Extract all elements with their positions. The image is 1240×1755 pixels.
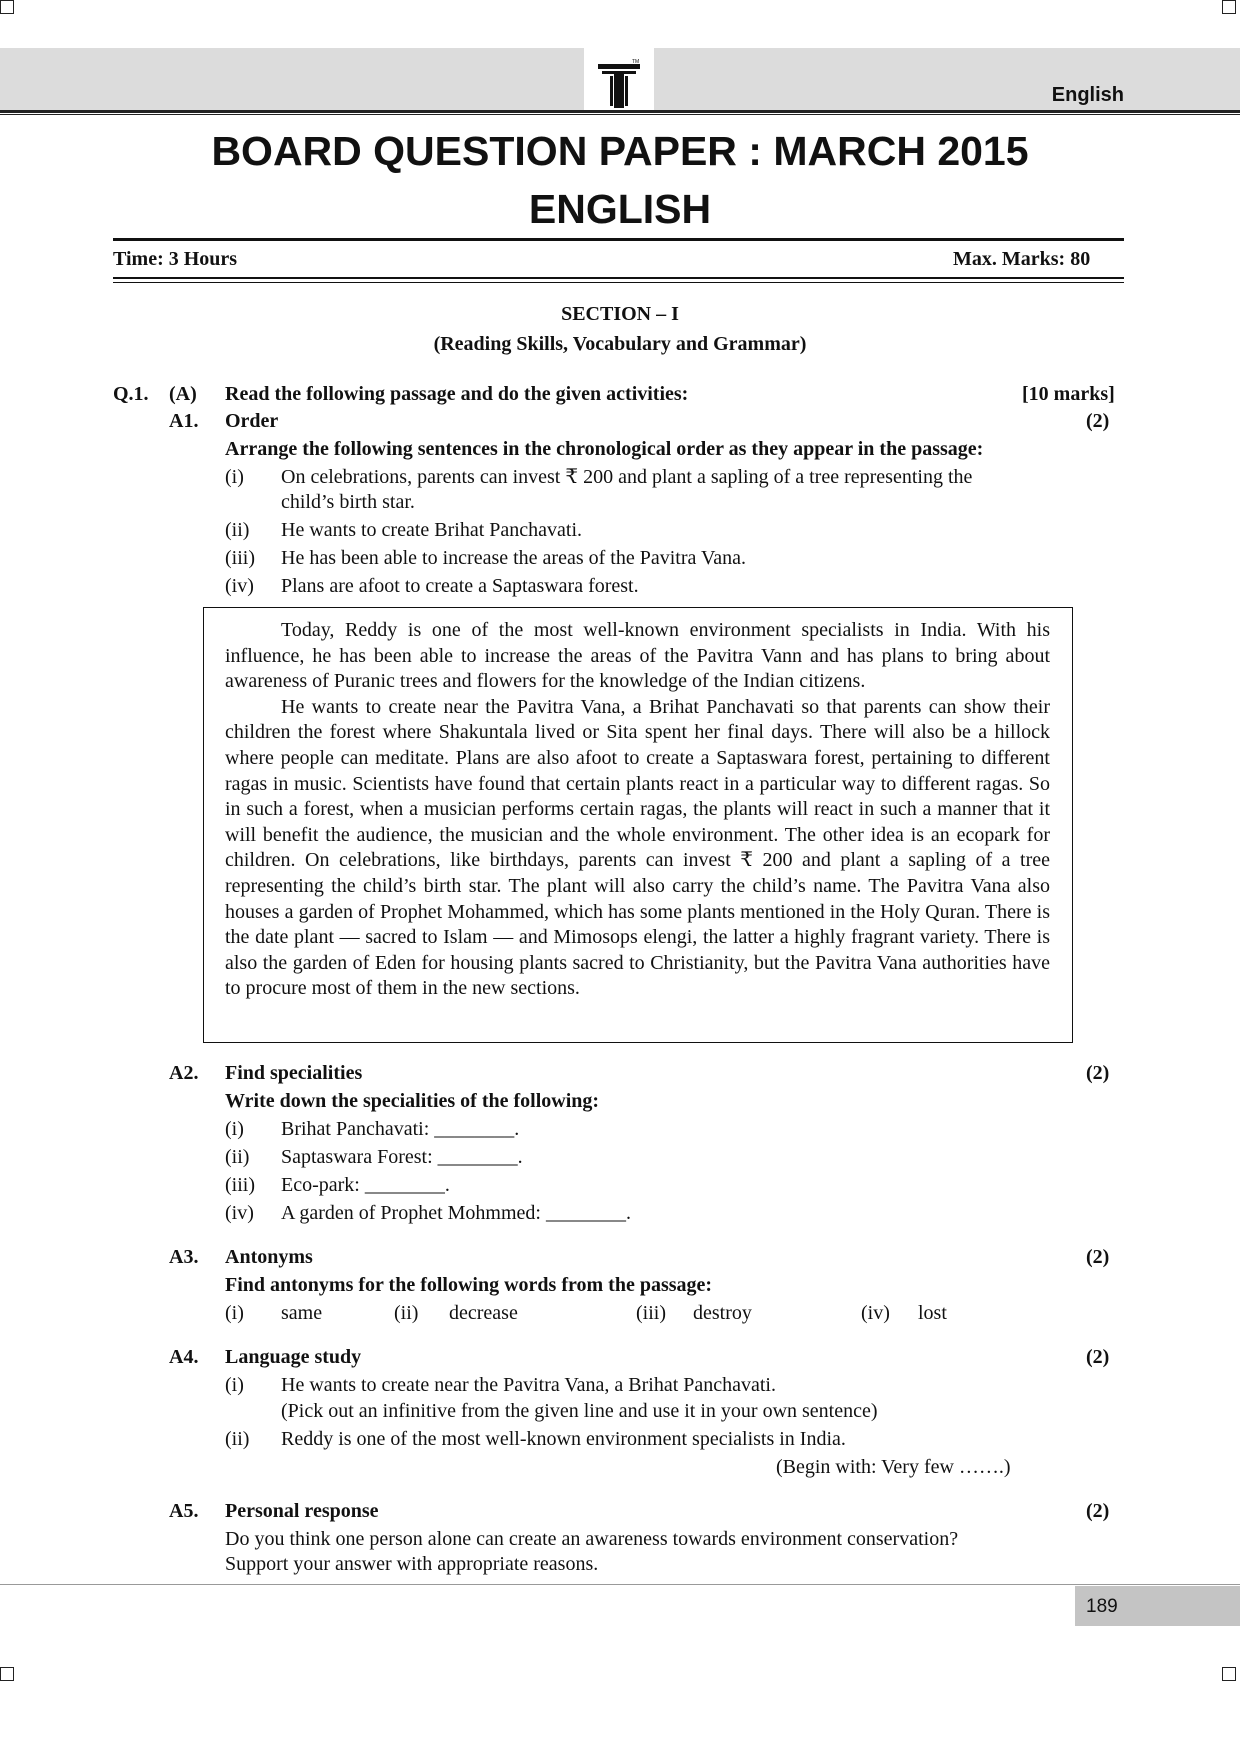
a2-title: Find specialities <box>225 1062 363 1084</box>
a1-instruction: Arrange the following sentences in the chronological order as they appear in the passage: <box>225 438 984 460</box>
a5-title: Personal response <box>225 1500 379 1522</box>
a4-item-text: Reddy is one of the most well-known environment specialists in India. <box>281 1428 846 1450</box>
a1-item-text: He wants to create Brihat Panchavati. <box>281 519 582 541</box>
a2-label: A2. <box>169 1062 199 1084</box>
a3-instruction: Find antonyms for the following words from the passage: <box>225 1274 713 1296</box>
max-marks-label: Max. Marks: 80 <box>953 248 1091 270</box>
question-instruction: Read the following passage and do the given activities: <box>225 383 689 405</box>
a2-marks: (2) <box>1086 1062 1110 1084</box>
a4-item-num: (ii) <box>225 1428 250 1450</box>
a3-label: A3. <box>169 1246 199 1268</box>
a1-item-text: He has been able to increase the areas of the Pavitra Vana. <box>281 547 746 569</box>
divider <box>113 238 1124 241</box>
a2-item-text: Eco-park: ________. <box>281 1174 450 1196</box>
footer-rule <box>0 1584 1240 1585</box>
passage-paragraph: Today, Reddy is one of the most well-known environment specialists in India. With his influence, he has been able to increase the areas of the Pavitra Vann and has plans to bring about awareness of Puranic trees and flowers for the knowledge of the Indian citizens. <box>225 619 1050 693</box>
passage-paragraph: He wants to create near the Pavitra Vana, a Brihat Panchavati so that parents can show their children the forest where Shakuntala lived or Sita spent her final days. There will also be a hillock where people can meditate. Plans are also afoot to create a Saptaswara forest, pertaining to different ragas in music. Scientists have found that certain plants react in a particular way to different ragas. So in such a forest, when a musician performs certain ragas, the plants will react in such a manner that it will benefit the audience, the musician and the whole environment. The other idea is an ecopark for children. On celebrations, like birthdays, parents can invest ₹ 200 and plant a sapling of a tree representing the child’s birth star. The plant will also carry the child’s name. The Pavitra Vana also houses a garden of Prophet Mohammed, which has some plants mentioned in the Holy Quran. There is the date plant — sacred to Islam — and Mimosops elengi, the latter a highly fragrant variety. There is also the garden of Eden for housing plants sacred to Christianity, but the Pavitra Vana authorities have to procure most of them in the new sections. <box>225 695 1050 1000</box>
a1-item-text: Plans are afoot to create a Saptaswara forest. <box>281 575 639 597</box>
header-rule <box>0 110 1240 113</box>
a3-item-text: destroy <box>693 1302 752 1324</box>
a1-item-text: child’s birth star. <box>281 491 415 513</box>
paper-title: BOARD QUESTION PAPER : MARCH 2015 <box>211 128 1029 174</box>
section-subtitle: (Reading Skills, Vocabulary and Grammar) <box>433 333 807 355</box>
a5-text: Support your answer with appropriate reasons. <box>225 1553 599 1575</box>
a3-item-num: (ii) <box>394 1302 419 1324</box>
a4-title: Language study <box>225 1346 362 1368</box>
a2-item-text: Brihat Panchavati: ________. <box>281 1118 520 1140</box>
a5-marks: (2) <box>1086 1500 1110 1522</box>
crop-mark-bottom-right <box>1222 1667 1236 1681</box>
subject-label: English <box>1051 84 1124 106</box>
a1-marks: (2) <box>1086 410 1110 432</box>
a4-item-note: (Pick out an infinitive from the given line and use it in your own sentence) <box>281 1400 878 1422</box>
divider <box>113 282 1124 283</box>
a4-item-num: (i) <box>225 1374 244 1396</box>
a4-item-text: He wants to create near the Pavitra Vana, a Brihat Panchavati. <box>281 1374 776 1396</box>
a3-item-num: (iii) <box>636 1302 666 1324</box>
question-label: Q.1. <box>113 383 149 405</box>
question-marks: [10 marks] <box>1022 383 1115 405</box>
crop-mark-top-right <box>1222 0 1236 14</box>
a1-item-num: (iv) <box>225 575 254 597</box>
logo-trademark: TM <box>632 59 640 65</box>
crop-mark-bottom-left <box>0 1667 14 1681</box>
question-part: (A) <box>169 383 197 405</box>
a5-label: A5. <box>169 1500 199 1522</box>
a3-item-text: lost <box>918 1302 947 1324</box>
a1-item-num: (i) <box>225 466 244 488</box>
a3-item-num: (iv) <box>861 1302 890 1324</box>
a2-instruction: Write down the specialities of the following: <box>225 1090 600 1112</box>
a3-marks: (2) <box>1086 1246 1110 1268</box>
a1-item-num: (ii) <box>225 519 250 541</box>
a2-item-num: (i) <box>225 1118 244 1140</box>
a2-item-text: A garden of Prophet Mohmmed: ________. <box>281 1202 631 1224</box>
reading-passage <box>203 607 1073 1043</box>
paper-subtitle: ENGLISH <box>528 186 712 232</box>
divider <box>113 277 1124 279</box>
a1-label: A1. <box>169 410 199 432</box>
a3-title: Antonyms <box>225 1246 313 1268</box>
page-number: 189 <box>1086 1596 1118 1617</box>
header-rule-thin <box>0 114 1240 115</box>
a3-item-text: same <box>281 1302 323 1324</box>
a4-label: A4. <box>169 1346 199 1368</box>
time-label: Time: 3 Hours <box>113 248 238 270</box>
section-title: SECTION – I <box>561 303 679 325</box>
a1-item-num: (iii) <box>225 547 255 569</box>
a2-item-num: (ii) <box>225 1146 250 1168</box>
a2-item-num: (iv) <box>225 1202 254 1224</box>
a1-title: Order <box>225 410 279 432</box>
a2-item-num: (iii) <box>225 1174 255 1196</box>
a3-item-num: (i) <box>225 1302 244 1324</box>
publisher-logo <box>596 58 646 110</box>
a4-item-note: (Begin with: Very few …….) <box>776 1456 1011 1478</box>
a2-item-text: Saptaswara Forest: ________. <box>281 1146 523 1168</box>
a1-item-text: On celebrations, parents can invest ₹ 200 and plant a sapling of a tree representing the <box>281 466 973 488</box>
a5-text: Do you think one person alone can create an awareness towards environment conservation? <box>225 1528 959 1550</box>
a4-marks: (2) <box>1086 1346 1110 1368</box>
crop-mark-top-left <box>0 0 14 14</box>
a3-item-text: decrease <box>449 1302 518 1324</box>
